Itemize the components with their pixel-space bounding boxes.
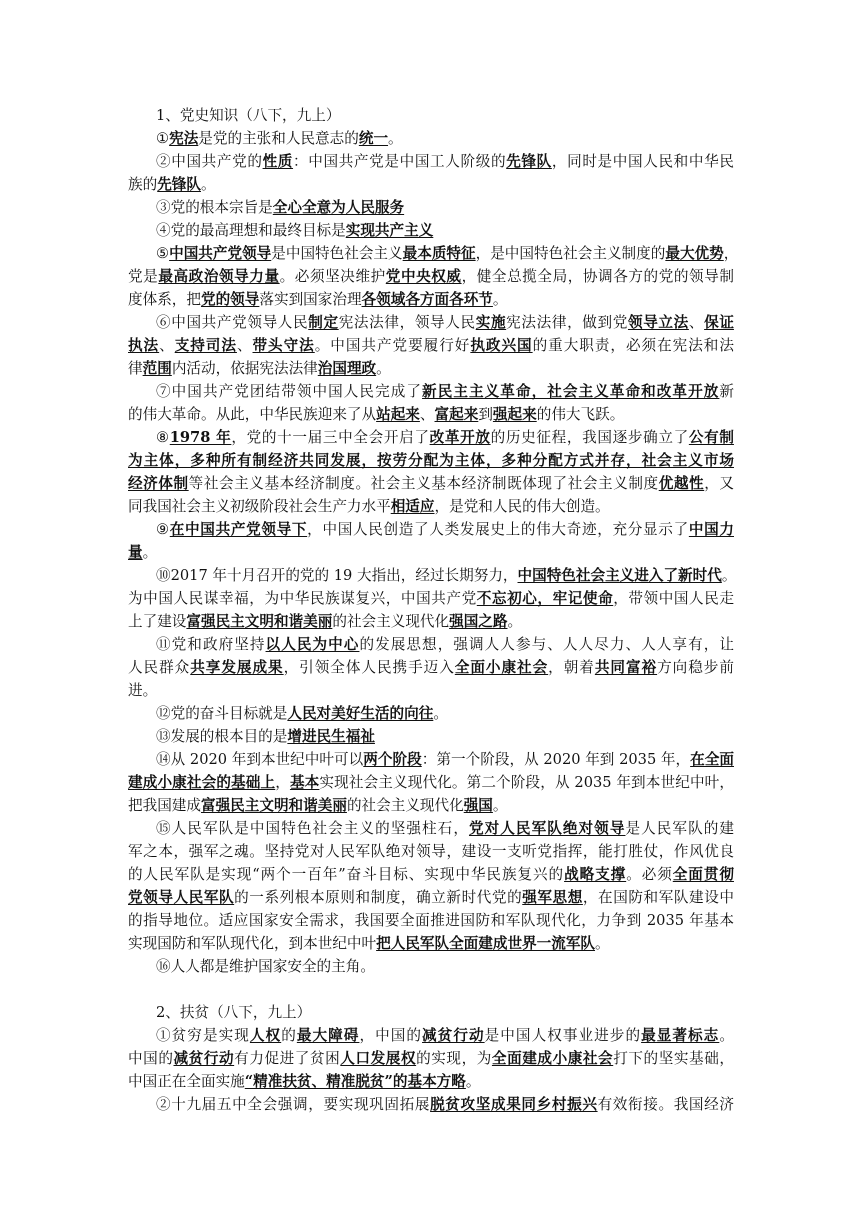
key-term: 全心全意为人民服务 [272, 199, 405, 216]
text-line [128, 334, 734, 357]
text-line [128, 1070, 734, 1093]
text-run: 宪法法律，做到党 [506, 314, 628, 331]
text-run: 。 [492, 291, 508, 308]
key-term: 最本质特征 [402, 245, 476, 262]
text-line [128, 656, 734, 679]
text-run: 的历史征程，我国逐步确立了 [490, 429, 689, 446]
key-term: 增进民生福祉 [287, 728, 375, 745]
text-run: ⑭从 2020 年到本世纪中叶可以 [156, 751, 364, 768]
text-line [128, 127, 734, 150]
text-run: 1、党史知识（八下，九上） [156, 107, 341, 124]
text-run: 。 [376, 360, 391, 377]
key-term: 优越性 [658, 475, 705, 492]
text-line [128, 610, 734, 633]
key-term: 富强民主文明和谐美丽 [200, 797, 347, 814]
text-run: ，同时是中国人民和中华民 [551, 153, 734, 170]
key-term: 富强民主文明和谐美丽 [186, 613, 333, 630]
text-run: 的人民军队是实现“两个一百年”奋斗目标、实现中华民族复兴的 [128, 866, 565, 883]
key-term: 全面小康社会 [454, 659, 549, 676]
text-run: 。必须 [626, 866, 673, 883]
text-line [128, 863, 734, 886]
key-term: 减贫行动 [173, 1050, 235, 1067]
text-run: 中国的 [128, 1050, 174, 1067]
text-line [128, 449, 734, 472]
text-run: ④党的最高理想和最终目标是 [156, 222, 346, 239]
document-body [128, 104, 739, 1116]
key-term: 为主体，多种所有制经济共同发展，按劳分配为主体，多种分配方式并存，社会主义市场 [128, 452, 734, 469]
key-term: 全面贯彻 [672, 866, 734, 883]
text-run: ① [156, 130, 170, 147]
key-term: 1978 年 [169, 429, 232, 446]
key-term: 中国特色社会主义进入了新时代 [517, 567, 722, 584]
text-run: 。必须坚决维护 [279, 268, 386, 285]
key-term: 统一 [358, 130, 389, 147]
text-run: 的一系列根本原则和制度，确立新时代党的 [234, 889, 523, 906]
text-run: 的实现，为 [416, 1050, 492, 1067]
text-run: 落实到国家治理 [259, 291, 362, 308]
key-term: 改革开放 [429, 429, 491, 446]
text-run: 族的 [128, 176, 158, 193]
blank-line [128, 978, 734, 1001]
text-line [128, 173, 734, 196]
text-run: 。 [507, 613, 523, 630]
text-run: ，引领全体人民携手迈入 [283, 659, 455, 676]
text-run: ②中国共产党的 [156, 153, 263, 170]
text-run: ，是党和人民的伟大创造。 [434, 498, 610, 515]
text-line [128, 564, 737, 587]
text-line [128, 357, 734, 380]
text-run: 、 [159, 337, 175, 354]
key-term: 以人民为中心 [265, 636, 360, 653]
text-run: 的发展思想，强调人人参与、人人尽力、人人享有，让 [359, 636, 734, 653]
text-run: 度体系，把 [128, 291, 201, 308]
text-run: ，在国防和军队建设中 [582, 889, 734, 906]
key-term: 支持司法 [174, 337, 237, 354]
text-run: 。 [492, 797, 508, 814]
text-run: 有效衔接。我国经济 [597, 1096, 734, 1113]
key-term: 中国共产党领导 [169, 245, 272, 262]
text-run: 上了建设 [128, 613, 187, 630]
text-run: 是中国特色社会主义 [271, 245, 403, 262]
text-run: ， [723, 245, 739, 262]
text-run: 、 [236, 337, 253, 354]
key-term: 执政兴国 [470, 337, 533, 354]
key-term: 实施 [475, 314, 507, 331]
key-term: “精准扶贫、精准脱贫”的基本方略 [244, 1073, 466, 1090]
text-run: ，带领中国人民走 [613, 590, 734, 607]
text-line [128, 909, 734, 932]
key-term: 领导立法 [627, 314, 689, 331]
text-run: 。 [388, 130, 403, 147]
text-line [128, 242, 739, 265]
text-run: 。 [142, 544, 158, 561]
text-run: 打下的坚实基础， [613, 1050, 734, 1067]
key-term: 宪法 [169, 130, 199, 147]
text-line [128, 633, 734, 656]
text-run: 。 [719, 1027, 734, 1044]
key-term: 站起来 [376, 406, 420, 423]
text-run: 人民群众 [128, 659, 191, 676]
text-line [128, 380, 734, 403]
key-term: 量 [128, 544, 143, 561]
key-term: 脱贫攻坚成果同乡村振兴 [430, 1096, 598, 1113]
text-line [128, 518, 734, 541]
text-line [128, 219, 734, 242]
text-run: 等社会主义基本经济制度。社会主义基本经济制既体现了社会主义制度 [188, 475, 659, 492]
text-line [128, 725, 734, 748]
key-term: 相适应 [390, 498, 435, 515]
key-term: 带头守法 [252, 337, 315, 354]
text-run: 是党的主张和人民意志的 [198, 130, 359, 147]
key-term: 实现共产主义 [345, 222, 434, 239]
text-line [128, 587, 734, 610]
text-run: 内活动，依据宪法法律 [171, 360, 318, 377]
text-run: 。 [201, 176, 216, 193]
key-term: 性质 [262, 153, 294, 170]
text-line [128, 886, 734, 909]
text-line [128, 794, 734, 817]
text-run: 的重大职责，必须在宪法和法 [532, 337, 734, 354]
text-run: 是人民军队的建 [625, 820, 734, 837]
key-term: 保证 [704, 314, 734, 331]
key-term: 在中国共产党领导下 [169, 521, 308, 538]
text-run: 的社会主义现代化 [346, 797, 464, 814]
text-run: 为中国人民谋幸福，为中华民族谋复兴，中国共产党 [128, 590, 477, 607]
text-run: 。 [595, 935, 610, 952]
text-line [128, 541, 734, 564]
text-run: ，是中国特色社会主义制度的 [475, 245, 666, 262]
text-run: 同我国社会主义初级阶段社会生产力水平 [128, 498, 391, 515]
key-term: 共同富裕 [594, 659, 658, 676]
text-line [128, 702, 734, 725]
key-term: 战略支撑 [564, 866, 627, 883]
text-run: 2、扶贫（八下，九上） [156, 1004, 312, 1021]
key-term: 共享发展成果 [190, 659, 284, 676]
text-line [128, 196, 734, 219]
text-run: 的伟大飞跃。 [536, 406, 625, 423]
text-run: ③党的根本宗旨是 [156, 199, 273, 216]
section-heading [128, 104, 734, 127]
text-run: ⑤ [156, 245, 170, 262]
text-run: ⑬发展的根本目的是 [156, 728, 288, 745]
text-run: ⑨ [156, 521, 170, 538]
key-term: 党对人民军队绝对领导 [468, 820, 626, 837]
text-run: ，中国人民创造了人类发展史上的伟大奇迹，充分显示了 [307, 521, 689, 538]
text-run: 、 [419, 406, 435, 423]
key-term: 制定 [308, 314, 339, 331]
key-term: 最高政治领导力量 [158, 268, 280, 285]
text-run: 到 [478, 406, 493, 423]
key-term: 全面建成小康社会 [491, 1050, 614, 1067]
text-run: 律 [128, 360, 143, 377]
key-term: 中国力 [688, 521, 734, 538]
text-run: 。中国共产党要履行好 [314, 337, 471, 354]
text-line [128, 1047, 734, 1070]
text-run: 实现国防和军队现代化，到本世纪中叶 [128, 935, 377, 952]
text-run: ，党的十一届三中全会开启了 [231, 429, 430, 446]
key-term: 基本 [289, 774, 320, 791]
text-run: ，健全总揽全局，协调各方的党的领导制 [461, 268, 734, 285]
text-run: ⑥中国共产党领导人民 [156, 314, 309, 331]
text-run: ，朝着 [548, 659, 595, 676]
text-run: 。 [721, 567, 737, 584]
key-term: 减贫行动 [422, 1027, 485, 1044]
text-line [128, 771, 734, 794]
text-run: 实现社会主义现代化。第二个阶段，从 2035 年到本世纪中叶， [319, 774, 734, 791]
key-term: 不忘初心，牢记使命 [476, 590, 614, 607]
text-line [128, 932, 734, 955]
text-run: 。 [433, 705, 448, 722]
text-run: ， [275, 774, 290, 791]
key-term: 富起来 [434, 406, 479, 423]
key-term: 人民对美好生活的向往 [287, 705, 434, 722]
text-run: 、 [688, 314, 705, 331]
text-run: 。 [465, 1073, 481, 1090]
key-term: 两个阶段 [363, 751, 422, 768]
section-heading [128, 1001, 734, 1024]
text-run: ②十九届五中全会强调，要实现巩固拓展 [156, 1096, 431, 1113]
key-term: 最大障碍 [296, 1027, 360, 1044]
text-run: ⑪党和政府坚持 [156, 636, 266, 653]
text-run: 军之本，强军之魂。坚持党对人民军队绝对领导，建设一支听党指挥，能打胜仗，作风优良 [128, 843, 734, 860]
text-run: 把我国建成 [128, 797, 201, 814]
text-line [128, 403, 734, 426]
key-term: 治国理政 [317, 360, 377, 377]
text-run: 是中国人权事业进步的 [484, 1027, 642, 1044]
key-term: 执法 [128, 337, 160, 354]
text-run: 的社会主义现代化 [332, 613, 450, 630]
key-term: 强国之路 [449, 613, 508, 630]
text-run: ①贫穷是实现 [156, 1027, 250, 1044]
text-line [128, 472, 734, 495]
text-line [128, 679, 734, 702]
key-term: 公有制 [688, 429, 734, 446]
key-term: 先锋队 [506, 153, 552, 170]
key-term: 最大优势 [665, 245, 724, 262]
text-run: ⑦中国共产党团结带领中国人民完成了 [156, 383, 423, 400]
text-line [128, 495, 734, 518]
text-line [128, 311, 734, 334]
text-run: 的 [281, 1027, 297, 1044]
text-run: 宪法法律，领导人民 [338, 314, 476, 331]
text-line [128, 1093, 734, 1116]
text-run: 方向稳步前 [657, 659, 734, 676]
key-term: 人口发展权 [340, 1050, 417, 1067]
text-line [128, 955, 734, 978]
key-term: 范围 [142, 360, 172, 377]
key-term: 把人民军队全面建成世界一流军队 [376, 935, 596, 952]
key-term: 建成小康社会的基础上 [128, 774, 276, 791]
text-line [128, 840, 734, 863]
text-run: 有力促进了贫困 [234, 1050, 341, 1067]
key-term: 党的领导 [200, 291, 260, 308]
text-run: ⑯人人都是维护国家安全的主角。 [156, 958, 375, 975]
text-run: ，中国的 [359, 1027, 423, 1044]
key-term: 人权 [249, 1027, 282, 1044]
text-run: ：中国共产党是中国工人阶级的 [293, 153, 507, 170]
key-term: 党领导人民军队 [128, 889, 235, 906]
text-run: ：第一个阶段，从 2020 年到 2035 年， [421, 751, 691, 768]
key-term: 各领域各方面各环节 [361, 291, 493, 308]
key-term: 强国 [463, 797, 493, 814]
text-line [128, 426, 734, 449]
text-run: 的伟大革命。从此，中华民族迎来了从 [128, 406, 377, 423]
text-line [128, 288, 734, 311]
key-term: 强起来 [492, 406, 537, 423]
text-line [128, 748, 734, 771]
text-line [128, 817, 734, 840]
key-term: 经济体制 [128, 475, 189, 492]
key-term: 先锋队 [157, 176, 201, 193]
text-run: 进。 [128, 682, 158, 699]
text-line [128, 265, 734, 288]
text-run: 中国正在全面实施 [128, 1073, 245, 1090]
text-run: 新 [719, 383, 734, 400]
text-run: ⑮人民军队是中国特色社会主义的坚强柱石， [156, 820, 469, 837]
text-line [128, 1024, 734, 1047]
key-term: 在全面 [690, 751, 734, 768]
text-run: 的指导地位。适应国家安全需求，我国要全面推进国防和军队现代化，力争到 2035 年基本 [128, 912, 734, 929]
key-term: 最显著标志 [641, 1027, 720, 1044]
key-term: 强军思想 [522, 889, 583, 906]
text-line [128, 150, 734, 173]
text-run: ⑫党的奋斗目标就是 [156, 705, 288, 722]
key-term: 党中央权威 [385, 268, 462, 285]
text-run: 党是 [128, 268, 159, 285]
key-term: 新民主主义革命，社会主义革命和改革开放 [422, 383, 720, 400]
text-run: ⑧ [156, 429, 170, 446]
text-run: ，又 [704, 475, 734, 492]
text-run: ⑩2017 年十月召开的党的 19 大指出，经过长期努力， [156, 567, 518, 584]
